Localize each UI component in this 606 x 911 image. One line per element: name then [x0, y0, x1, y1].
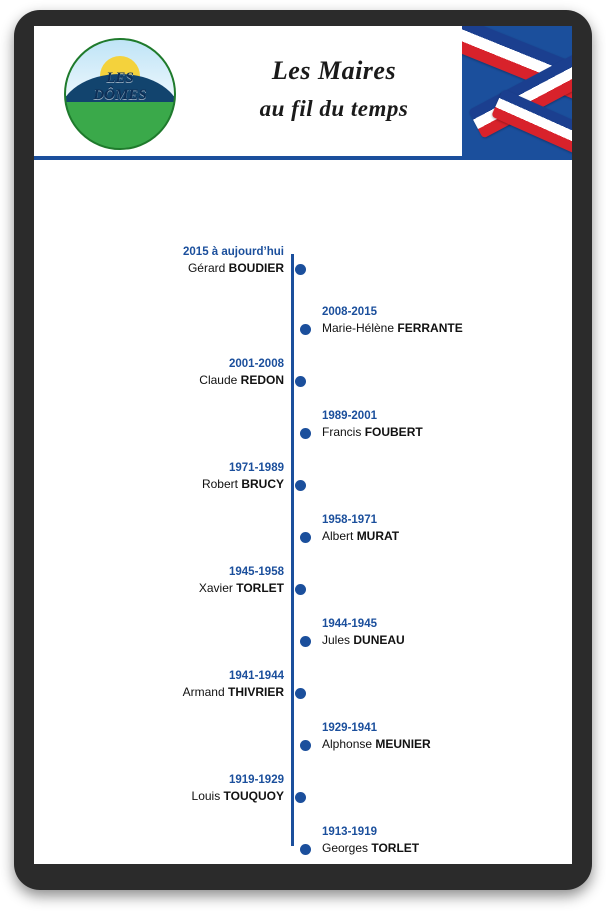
timeline-dot-icon [300, 428, 311, 439]
logo-text-line1: LES [106, 70, 134, 86]
commune-logo [64, 38, 176, 150]
timeline-dot-icon [300, 324, 311, 335]
timeline-entry-firstname: Jules [322, 633, 354, 647]
timeline-entry-name [322, 632, 542, 649]
timeline-entry-name [322, 736, 542, 753]
timeline-entry [94, 460, 284, 506]
timeline-entry-name [94, 476, 284, 493]
timeline-entry-lastname: THIVRIER [227, 685, 284, 699]
timeline-entry [94, 772, 284, 818]
timeline-entry [322, 720, 542, 766]
timeline-entry-lastname: DUNEAU [353, 633, 405, 647]
french-flag-ribbon [462, 26, 572, 156]
timeline-entry-lastname: TORLET [236, 581, 284, 595]
timeline-entry-name [94, 260, 284, 277]
timeline-entry [322, 408, 542, 454]
timeline-entry-firstname: Albert [322, 529, 357, 543]
timeline-entry-firstname: Alphonse [322, 737, 376, 751]
timeline-entry-years: 1971-1989 [229, 462, 284, 474]
timeline-dot-icon [300, 844, 311, 855]
timeline-entry-firstname: Georges [322, 841, 372, 855]
timeline-entry-years: 1919-1929 [229, 774, 284, 786]
timeline-dot-icon [295, 264, 306, 275]
timeline-entry-years: 1913-1919 [322, 826, 377, 838]
timeline-entry [322, 512, 542, 558]
document-page [34, 26, 572, 864]
timeline-entry-firstname: Armand [182, 685, 228, 699]
timeline-dot-icon [300, 636, 311, 647]
timeline-entry-years: 1958-1971 [322, 514, 377, 526]
logo-text-line2: DÔMES [93, 87, 147, 103]
timeline-dot-icon [300, 532, 311, 543]
timeline-entry-years: 2015 à aujourd’hui [183, 246, 284, 258]
timeline-entry-name [94, 580, 284, 597]
timeline [34, 160, 572, 864]
timeline-entry-firstname: Gérard [187, 261, 229, 275]
timeline-entry-lastname: BRUCY [241, 477, 284, 491]
timeline-entry-name [94, 788, 284, 805]
timeline-entry-name [322, 528, 542, 545]
timeline-entry [94, 564, 284, 610]
timeline-entry-lastname: FERRANTE [397, 321, 463, 335]
logo-text [66, 70, 174, 104]
timeline-entry-firstname: Marie-Hélène [322, 321, 398, 335]
timeline-entry-lastname: REDON [240, 373, 284, 387]
timeline-axis [291, 254, 294, 846]
timeline-entry [94, 244, 284, 290]
timeline-dot-icon [295, 376, 306, 387]
timeline-entry-name [322, 424, 542, 441]
timeline-entry-years: 1945-1958 [229, 566, 284, 578]
timeline-entry-firstname: Xavier [198, 581, 237, 595]
page-title-line2: au fil du temps [259, 96, 409, 121]
timeline-dot-icon [300, 740, 311, 751]
timeline-entry-lastname: MURAT [356, 529, 400, 543]
timeline-entry-name [322, 320, 542, 337]
timeline-entry-years: 2008-2015 [322, 306, 377, 318]
timeline-entry-firstname: Robert [201, 477, 242, 491]
timeline-entry-name [94, 684, 284, 701]
timeline-dot-icon [295, 480, 306, 491]
timeline-entry [94, 356, 284, 402]
timeline-entry-years: 1944-1945 [322, 618, 377, 630]
timeline-entry-firstname: Claude [199, 373, 241, 387]
logo-grass [66, 102, 174, 148]
timeline-entry [322, 616, 542, 662]
timeline-entry-years: 2001-2008 [229, 358, 284, 370]
timeline-dot-icon [295, 688, 306, 699]
timeline-entry [94, 668, 284, 714]
timeline-entry-years: 1941-1944 [229, 670, 284, 682]
timeline-entry-firstname: Louis [191, 789, 224, 803]
timeline-entry-years: 1989-2001 [322, 410, 377, 422]
timeline-entry-lastname: MEUNIER [375, 737, 431, 751]
document-header [34, 26, 572, 156]
timeline-entry-name [322, 840, 542, 857]
timeline-dot-icon [295, 584, 306, 595]
timeline-entry-lastname: FOUBERT [364, 425, 423, 439]
timeline-entry-years: 1929-1941 [322, 722, 377, 734]
timeline-entry-firstname: Francis [322, 425, 365, 439]
timeline-entry [322, 824, 542, 864]
timeline-entry-lastname: TORLET [371, 841, 420, 855]
page-title [204, 52, 464, 128]
page-title-line1: Les Maires [271, 56, 397, 85]
timeline-entry [322, 304, 542, 350]
timeline-entry-lastname: TOUQUOY [223, 789, 284, 803]
timeline-entry-name [94, 372, 284, 389]
timeline-dot-icon [295, 792, 306, 803]
timeline-entry-lastname: BOUDIER [228, 261, 284, 275]
